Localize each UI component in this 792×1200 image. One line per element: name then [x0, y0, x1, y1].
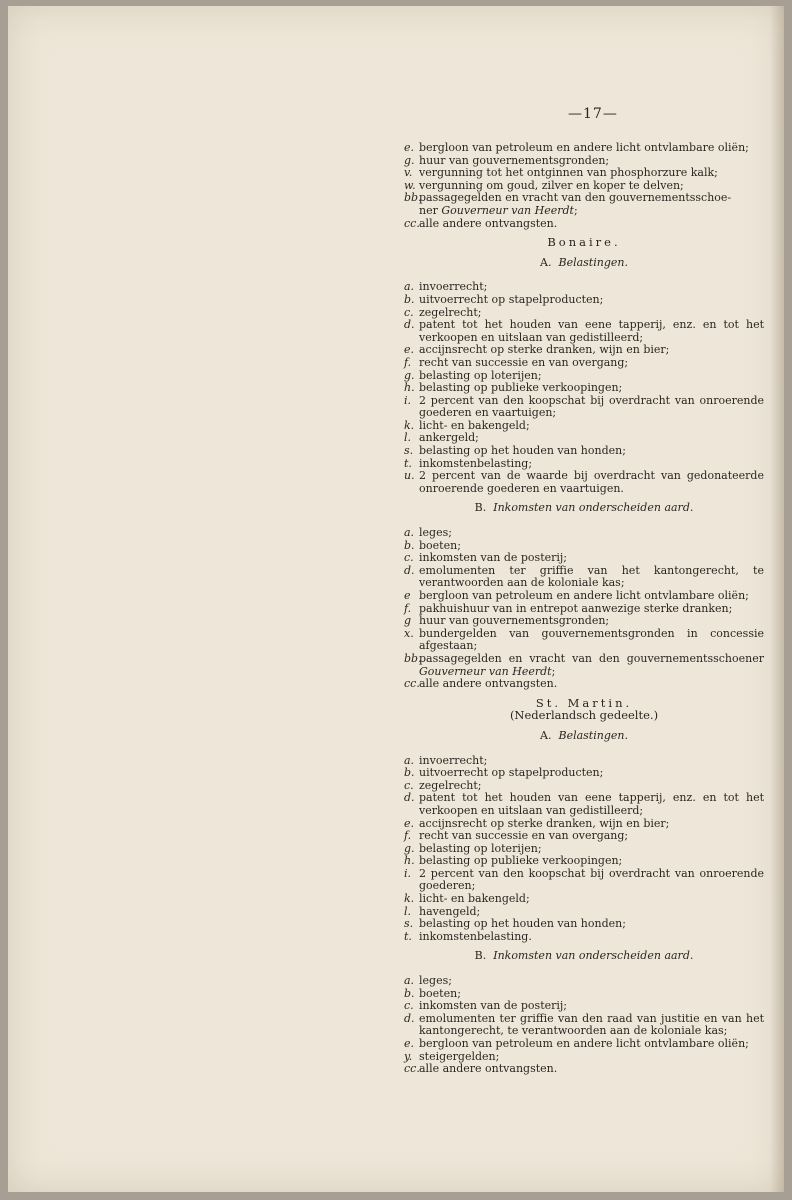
item-letter: a.	[404, 526, 415, 540]
list-item	[404, 470, 764, 495]
bonaire-a-prefix: A.	[540, 255, 552, 269]
item-letter: cc.	[404, 1062, 420, 1076]
item-text-continuation: ner	[419, 203, 442, 217]
list-item	[404, 395, 764, 420]
section-title-bonaire: Bonaire.	[547, 235, 621, 250]
item-letter: cc.	[404, 677, 420, 691]
item-text-main: boeten;	[419, 986, 461, 1000]
st-martin-b-prefix: B.	[474, 949, 487, 963]
item-text-main: accijnsrecht op sterke dranken, wijn en bier;	[419, 816, 670, 830]
st-martin-a-heading	[404, 730, 764, 743]
item-text-main: belasting op publieke verkoopingen;	[419, 381, 623, 395]
item-text-main: belasting op het houden van honden;	[419, 444, 626, 458]
item-text-main: inkomstenbelasting;	[419, 456, 533, 470]
item-text-main: emolumenten ter griffie van den raad van justitie en van het kantongerecht, te verantwoorden aan de koloniale kas;	[419, 1011, 764, 1038]
item-letter: d.	[404, 318, 415, 332]
list-item	[404, 792, 764, 817]
st-martin-b-list	[404, 975, 764, 1076]
item-letter: y.	[404, 1049, 413, 1063]
item-text-main: inkomsten van de posterij;	[419, 551, 568, 565]
list-item	[404, 868, 764, 893]
item-letter: b.	[404, 292, 415, 306]
page-number: —17—	[568, 106, 618, 122]
item-text	[419, 792, 764, 817]
item-letter: cc.	[404, 216, 420, 230]
item-text-main: patent tot het houden van eene tapperij, enz. en tot het verkoopen en uitslaan van gedistilleerd;	[419, 318, 764, 344]
item-text-main: uitvoerrecht op stapelproducten;	[419, 292, 604, 306]
item-text-main: 2 percent van de waarde bij overdracht van gedonateerde onroerende goederen en vaartuigen.	[419, 469, 764, 495]
st-martin-a-prefix: A.	[540, 728, 552, 742]
item-text-main: leges;	[419, 526, 452, 540]
text-column	[404, 142, 764, 1076]
item-text-main: bergloon van petroleum en andere licht ontvlambare oliën;	[419, 589, 749, 602]
bonaire-b-title: Inkomsten van onderscheiden aard.	[493, 501, 694, 515]
bonaire-a-heading	[404, 257, 764, 270]
item-text-end: ;	[573, 203, 578, 217]
st-martin-b-title: Inkomsten van onderscheiden aard.	[493, 949, 694, 963]
list-item	[404, 628, 764, 653]
item-letter: c.	[404, 778, 414, 792]
item-letter: h.	[404, 854, 415, 868]
item-letter: k.	[404, 892, 415, 906]
item-letter: i.	[404, 393, 412, 407]
bonaire-a-title: Belastingen.	[558, 255, 628, 269]
item-letter: a.	[404, 753, 415, 767]
item-text-main: alle andere ontvangsten.	[419, 677, 558, 691]
item-letter: e	[404, 589, 411, 602]
list-item	[404, 192, 764, 217]
item-text-main: 2 percent van den koopschat bij overdracht van onroerende goederen en vaartuigen;	[419, 393, 764, 420]
item-letter: f.	[404, 601, 412, 615]
item-ship-name: Gouverneur van Heerdt	[419, 664, 552, 678]
item-text-main: alle andere ontvangsten.	[419, 216, 558, 230]
list-item	[404, 1063, 764, 1076]
item-letter: e.	[404, 816, 415, 830]
item-text-main: belasting op publieke verkoopingen;	[419, 854, 623, 868]
item-text-main: recht van successie en van overgang;	[419, 829, 629, 843]
bonaire-b-heading	[404, 502, 764, 515]
item-letter: w.	[404, 178, 416, 192]
item-letter: c.	[404, 999, 414, 1013]
bonaire-b-prefix: B.	[474, 501, 487, 515]
item-letter: l.	[404, 904, 412, 918]
item-text-main: huur van gouvernementsgronden;	[419, 153, 610, 167]
item-text-main: recht van successie en van overgang;	[419, 355, 629, 369]
item-letter: x.	[404, 626, 414, 640]
item-text	[419, 395, 764, 420]
item-text	[419, 653, 764, 678]
curacao-tail-list	[404, 142, 764, 230]
item-text-main: accijnsrecht op sterke dranken, wijn en bier;	[419, 343, 670, 357]
section-subtitle-st-martin: (Nederlandsch gedeelte.)	[509, 708, 659, 723]
item-text	[419, 565, 764, 590]
item-letter: s.	[404, 917, 414, 931]
item-letter: l.	[404, 431, 412, 445]
list-item	[404, 565, 764, 590]
item-text-main: pakhuishuur van in entrepot aanwezige sterke dranken;	[419, 601, 733, 615]
page-edge-shadow	[770, 6, 784, 1192]
item-text	[419, 192, 764, 217]
item-text-main: vergunning om goud, zilver en koper te delven;	[419, 178, 684, 192]
list-item	[404, 319, 764, 344]
item-letter: v.	[404, 166, 413, 180]
item-text-main: inkomsten van de posterij;	[419, 999, 568, 1013]
item-letter: g.	[404, 841, 415, 855]
st-martin-b-heading	[404, 950, 764, 963]
item-text-main: huur van gouvernementsgronden;	[419, 614, 610, 628]
bonaire-b-list	[404, 527, 764, 691]
item-letter: b.	[404, 986, 415, 1000]
item-letter: d.	[404, 1011, 415, 1025]
item-text-main: belasting op het houden van honden;	[419, 917, 626, 931]
item-letter: a.	[404, 974, 415, 988]
item-text	[419, 975, 764, 988]
item-letter: f.	[404, 355, 412, 369]
item-text-main: patent tot het houden van eene tapperij, enz. en tot het verkoopen en uitslaan van gedistilleerd;	[419, 791, 764, 817]
item-text-main: belasting op loterijen;	[419, 841, 542, 855]
item-text-main: alle andere ontvangsten.	[419, 1062, 558, 1076]
item-letter: c.	[404, 305, 414, 319]
item-letter: c.	[404, 551, 414, 565]
st-martin-a-list	[404, 755, 764, 944]
st-martin-a-title: Belastingen.	[558, 728, 628, 742]
item-text-main: zegelrecht;	[419, 778, 482, 792]
item-text	[419, 1013, 764, 1038]
item-text-main: licht- en bakengeld;	[419, 418, 530, 432]
item-letter: f.	[404, 829, 412, 843]
item-letter: d.	[404, 791, 415, 805]
item-text-main: havengeld;	[419, 904, 481, 918]
item-letter: g	[404, 614, 412, 628]
item-letter: a.	[404, 280, 415, 294]
item-text-main: uitvoerrecht op stapelproducten;	[419, 766, 604, 780]
item-letter: e.	[404, 141, 415, 154]
item-letter: g.	[404, 153, 415, 167]
section-title-st-martin: St. Martin.	[535, 695, 633, 710]
item-text-main: bergloon van petroleum en andere licht ontvlambare oliën;	[419, 1037, 749, 1050]
bonaire-a-list	[404, 281, 764, 495]
item-letter: bb.	[404, 651, 422, 665]
item-letter: d.	[404, 563, 415, 577]
item-text-main: ankergeld;	[419, 431, 479, 445]
item-text-main: boeten;	[419, 538, 461, 552]
item-letter: b.	[404, 766, 415, 780]
item-text-main: invoerrecht;	[419, 753, 488, 767]
item-letter: t.	[404, 929, 412, 943]
item-text-main: leges;	[419, 974, 452, 988]
item-letter: k.	[404, 418, 415, 432]
item-letter: h.	[404, 381, 415, 395]
item-text	[419, 931, 764, 944]
item-letter: g.	[404, 368, 415, 382]
item-letter: bb.	[404, 191, 422, 205]
item-letter: t.	[404, 456, 412, 470]
item-text-main: vergunning tot het ontginnen van phosphorzure kalk;	[419, 166, 718, 180]
item-text-main: belasting op loterijen;	[419, 368, 542, 382]
item-letter: b.	[404, 538, 415, 552]
item-text	[419, 1063, 764, 1076]
item-text-main: licht- en bakengeld;	[419, 892, 530, 906]
item-ship-name: Gouverneur van Heerdt	[441, 203, 574, 217]
item-text	[419, 319, 764, 344]
list-item	[404, 678, 764, 691]
item-text-main: emolumenten ter griffie van het kantongerecht, te verantwoorden aan de koloniale kas;	[419, 563, 764, 590]
item-letter: s.	[404, 444, 414, 458]
document-page	[8, 6, 784, 1192]
item-text-main: steigergelden;	[419, 1049, 500, 1063]
item-text	[419, 678, 764, 691]
item-letter: e.	[404, 1037, 415, 1050]
item-text	[419, 868, 764, 893]
item-text-main: bergloon van petroleum en andere licht ontvlambare oliën;	[419, 141, 749, 154]
list-item	[404, 653, 764, 678]
item-letter: u.	[404, 469, 415, 483]
item-text	[419, 628, 764, 653]
item-text	[419, 218, 764, 231]
list-item	[404, 931, 764, 944]
item-letter: e.	[404, 343, 415, 357]
item-text	[419, 470, 764, 495]
item-text-main: bundergelden van gouvernementsgronden in concessie afgestaan;	[419, 626, 764, 653]
item-text-main: 2 percent van den koopschat bij overdracht van onroerende goederen;	[419, 866, 764, 893]
item-text-main: invoerrecht;	[419, 280, 488, 294]
item-letter: i.	[404, 866, 412, 880]
item-text	[419, 527, 764, 540]
item-text-main: passagegelden en vracht van den gouvernementsschoener	[419, 651, 764, 665]
item-text-main: passagegelden en vracht van den gouvernementsschoe-	[419, 191, 732, 205]
item-text-main: zegelrecht;	[419, 305, 482, 319]
list-item	[404, 218, 764, 231]
list-item	[404, 1013, 764, 1038]
item-text-end: ;	[551, 664, 556, 678]
item-text-main: inkomstenbelasting.	[419, 929, 532, 943]
